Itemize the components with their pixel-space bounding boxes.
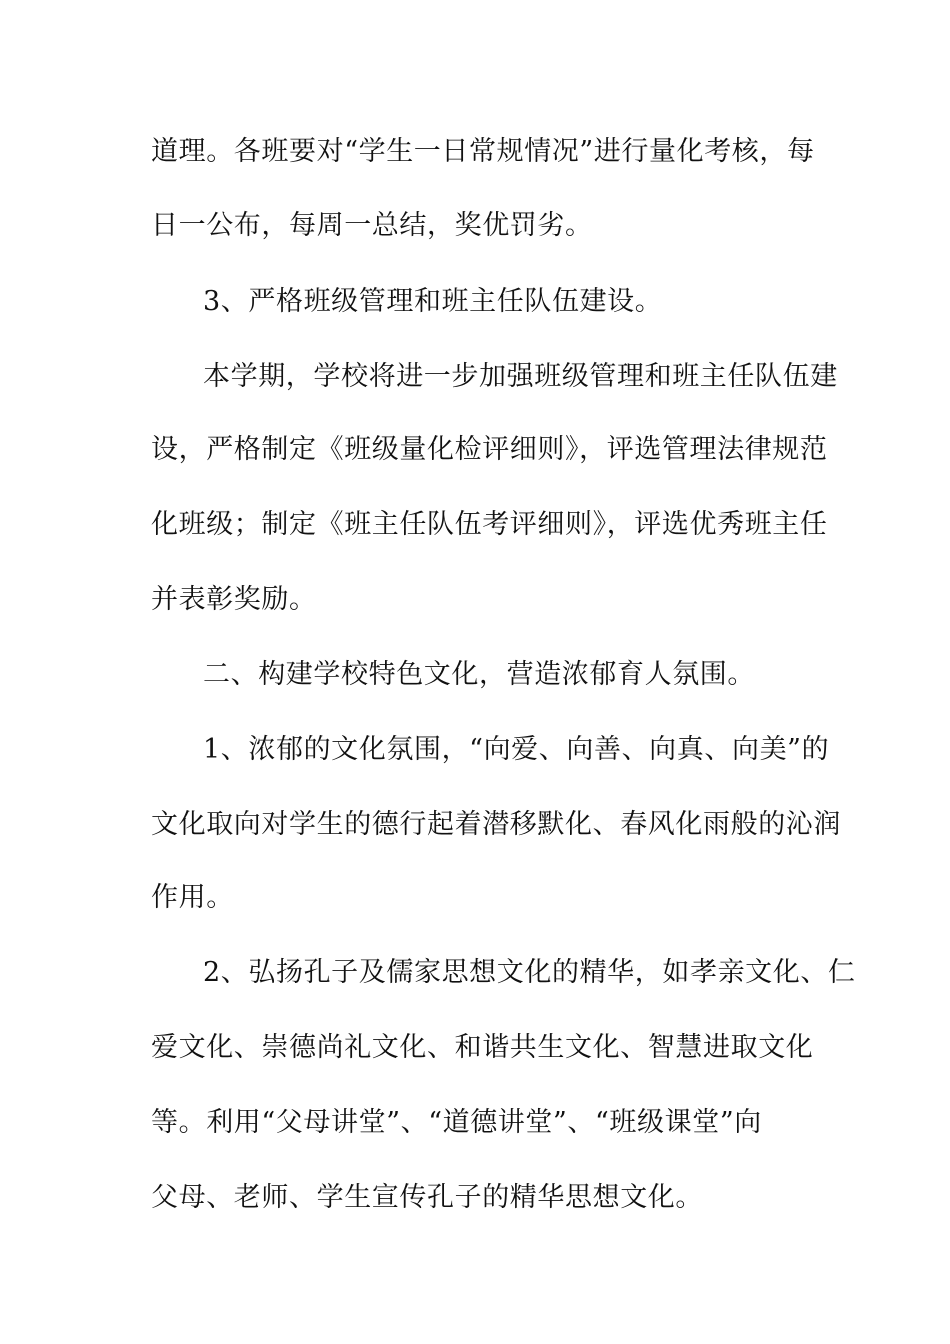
text-line: 父母、老师、学生宣传孔子的精华思想文化。 [151,1182,703,1213]
text-line: 道理。各班要对“学生一日常规情况”进行量化考核，每 [151,136,815,167]
text-line: 等。利用“父母讲堂”、“道德讲堂”、“班级课堂”向 [151,1107,762,1138]
text-line: 文化取向对学生的德行起着潜移默化、春风化雨般的沁润 [151,809,841,840]
section-heading: 二、构建学校特色文化，营造浓郁育人氛围。 [203,659,755,690]
text-line: 日一公布，每周一总结，奖优罚劣。 [151,210,593,241]
text-line: 作用。 [151,882,234,913]
text-line: 本学期，学校将进一步加强班级管理和班主任队伍建 [203,361,838,392]
text-line: 爱文化、崇德尚礼文化、和谐共生文化、智慧进取文化 [151,1032,814,1063]
text-line: 并表彰奖励。 [151,584,317,615]
section-heading: 3、严格班级管理和班主任队伍建设。 [203,286,663,317]
text-line: 设，严格制定《班级量化检评细则》，评选管理法律规范 [151,434,828,465]
text-line: 2、弘扬孔子及儒家思想文化的精华，如孝亲文化、仁 [203,957,856,988]
text-line: 化班级；制定《班主任队伍考评细则》，评选优秀班主任 [151,509,828,540]
text-line: 1、浓郁的文化氛围，“向爱、向善、向真、向美”的 [203,734,830,765]
